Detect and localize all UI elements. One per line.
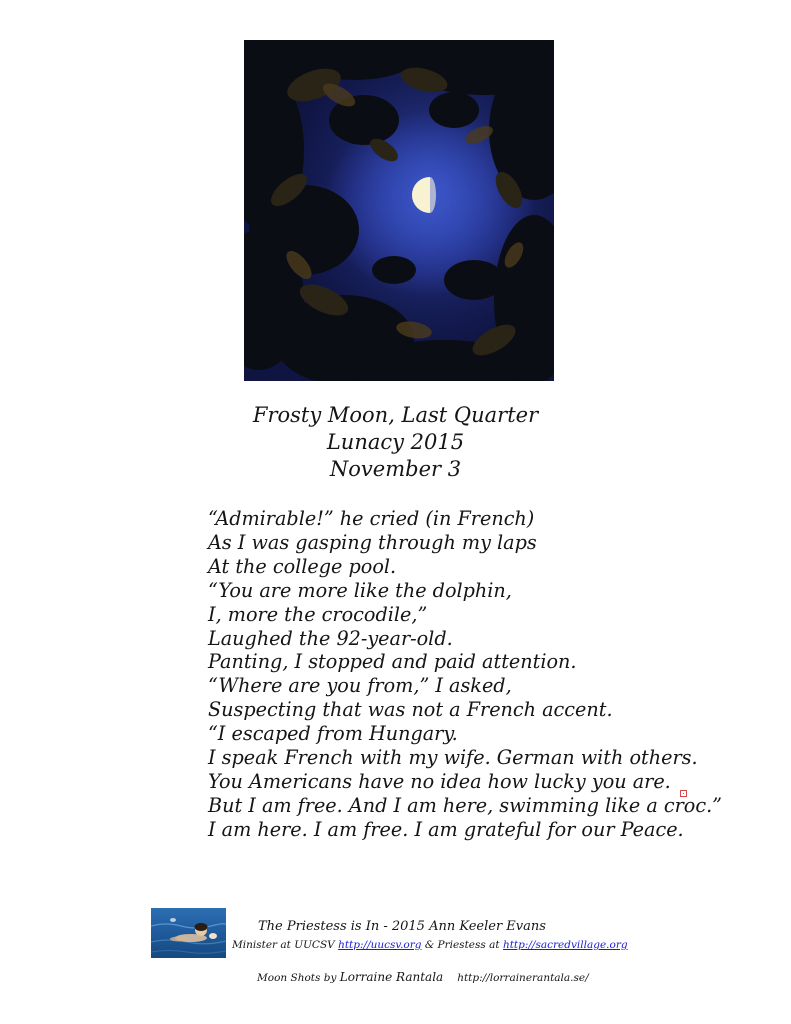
footer-affiliations	[232, 939, 628, 951]
moonshots-label: Moon Shots by	[257, 972, 340, 984]
footer-photo-credit	[257, 970, 589, 984]
poem-line: I speak French with my wife. German with others.	[208, 746, 698, 770]
heading-subtitle: Lunacy 2015	[326, 430, 465, 454]
moon-night-sky-icon	[244, 40, 554, 381]
footer-credit: The Priestess is In - 2015 Ann Keeler Evans	[258, 919, 546, 934]
moon-photo	[244, 40, 554, 381]
minister-label: Minister at UUCSV	[232, 939, 339, 951]
priestess-label: & Priestess at	[421, 939, 503, 951]
moon-icon	[408, 173, 452, 217]
uucsv-link[interactable]: http://uucsv.org	[338, 939, 422, 951]
heading-date: November 3	[329, 457, 462, 481]
photographer-url[interactable]: http://lorrainerantala.se/	[457, 972, 589, 984]
poem-line: I, more the crocodile,”	[208, 602, 428, 626]
poem-line: Suspecting that was not a French accent.	[208, 698, 613, 722]
sacredvillage-link[interactable]: http://sacredvillage.org	[502, 939, 628, 951]
swimmer-photo	[151, 908, 226, 958]
poem-line: “I escaped from Hungary.	[208, 722, 458, 746]
poem-line: “You are more like the dolphin,	[208, 578, 512, 602]
annotation-marker-icon[interactable]	[680, 790, 687, 797]
poem-line: Panting, I stopped and paid attention.	[208, 650, 577, 674]
poem-line: I am here. I am free. I am grateful for our Peace.	[208, 817, 684, 841]
photographer-name: Lorraine Rantala	[339, 970, 444, 984]
poem-line: At the college pool.	[208, 554, 397, 578]
poem-line: Laughed the 92-year-old.	[208, 626, 453, 650]
swimmer-icon	[151, 908, 226, 958]
poem-line: “Where are you from,” I asked,	[208, 674, 512, 698]
poem-line: “Admirable!” he cried (in French)	[208, 507, 535, 530]
poem-line: As I was gasping through my laps	[208, 530, 537, 554]
poem-line: But I am free. And I am here, swimming like a croc.”	[208, 793, 722, 817]
heading	[0, 402, 791, 483]
poem	[208, 507, 722, 842]
heading-title: Frosty Moon, Last Quarter	[252, 403, 539, 427]
poem-line: You Americans have no idea how lucky you are.	[208, 769, 671, 793]
